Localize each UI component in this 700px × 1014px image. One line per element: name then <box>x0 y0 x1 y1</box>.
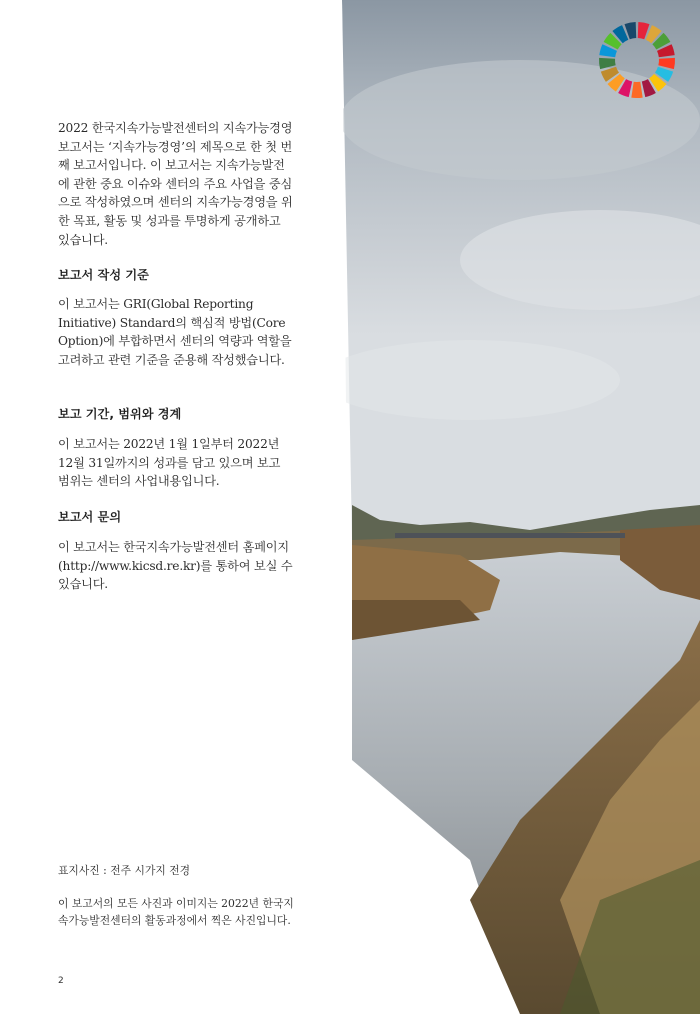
photo-credit-note: 이 보고서의 모든 사진과 이미지는 2022년 한국지속가능발전센터의 활동과정에서 찍은 사진입니다. <box>58 897 294 927</box>
section-body-inquiry: 이 보고서는 한국지속가능발전센터 홈페이지(http://www.kicsd.re.kr)를 통하여 보실 수 있습니다. <box>58 540 293 592</box>
sdg-wheel-segment <box>631 82 642 98</box>
page-number: 2 <box>58 976 64 986</box>
cover-photo-caption: 표지사진 : 전주 시가지 전경 <box>58 864 191 877</box>
intro-paragraph: 2022 한국지속가능발전센터의 지속가능경영 보고서는 ‘지속가능경영’의 제목으로 한 첫 번째 보고서입니다. 이 보고서는 지속가능발전에 관한 중요 이슈와 센터의 주요 사업을 중심으로 작성하였으며 센터의 지속가능경영을 위한 목표, 활동 및 성과를 투명하게 공개하고 있습니다. <box>58 121 293 247</box>
sdg-wheel-icon <box>597 20 677 100</box>
section-heading-period: 보고 기간, 범위와 경계 <box>58 407 182 421</box>
sdg-wheel-segment <box>599 58 616 69</box>
sdg-wheel-segment <box>658 58 675 69</box>
section-heading-inquiry: 보고서 문의 <box>58 510 122 524</box>
section-body-period: 이 보고서는 2022년 1월 1일부터 2022년 12월 31일까지의 성과를 담고 있으며 보고 범위는 센터의 사업내용입니다. <box>58 437 281 489</box>
section-body-criteria: 이 보고서는 GRI(Global Reporting Initiative) Standard의 핵심적 방법(Core Option)에 부합하면서 센터의 역량과 역할을 고려하고 관련 기준을 준용해 작성했습니다. <box>58 297 292 367</box>
section-heading-criteria: 보고서 작성 기준 <box>58 268 149 282</box>
